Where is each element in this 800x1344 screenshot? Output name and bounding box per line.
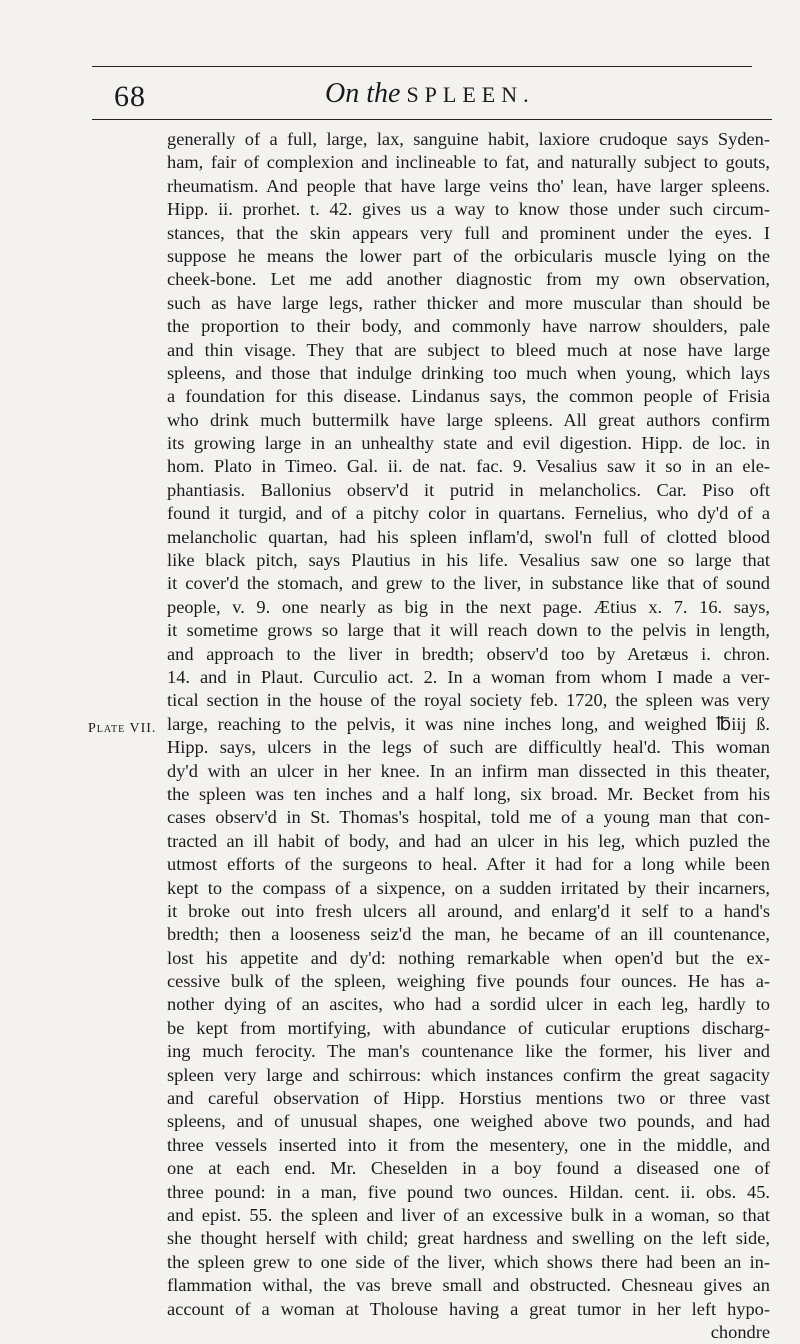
text-line: cases observ'd in St. Thomas's hospital, told me of a young man that con-	[167, 807, 770, 828]
running-head	[325, 78, 535, 110]
header-rule	[92, 119, 772, 120]
text-line: stances, that the skin appears very full and prominent under the eyes. I	[167, 222, 770, 243]
text-line: spleens, and of unusual shapes, one weighed above two pounds, and had	[167, 1111, 770, 1132]
text-line: cheek-bone. Let me add another diagnostic from my own observation,	[167, 269, 770, 290]
plate-margin-note: Plate VII.	[88, 721, 157, 736]
text-line: tracted an ill habit of body, and had an ulcer in his leg, which puzled the	[167, 830, 770, 851]
text-line: and careful observation of Hipp. Horstius mentions two or three vast	[167, 1088, 770, 1109]
running-head-title: SPLEEN.	[406, 82, 535, 107]
text-line: suppose he means the lower part of the orbicularis muscle lying on the	[167, 245, 770, 266]
text-line: spleens, and those that indulge drinking too much when young, which lays	[167, 362, 770, 383]
text-line: generally of a full, large, lax, sanguine habit, laxiore crudoque says Syden-	[167, 129, 770, 149]
text-line: hom. Plato in Timeo. Gal. ii. de nat. fac. 9. Vesalius saw it so in an ele-	[167, 456, 770, 477]
text-line: found it turgid, and of a pitchy color in quartans. Fernelius, who dy'd of a	[167, 503, 770, 524]
text-line: a foundation for this disease. Lindanus says, the common people of Frisia	[167, 386, 770, 407]
text-line: melancholic quartan, had his spleen inflam'd, swol'n full of clotted blood	[167, 526, 770, 547]
text-line: large, reaching to the pelvis, it was nine inches long, and weighed ℔iij ß.	[167, 713, 770, 734]
text-line: spleen very large and schirrous: which instances confirm the great sagacity	[167, 1064, 770, 1085]
text-line: like black pitch, says Plautius in his life. Vesalius saw one so large that	[167, 550, 770, 571]
text-line: such as have large legs, rather thicker and more muscular than should be	[167, 292, 770, 313]
text-line: tical section in the house of the royal society feb. 1720, the spleen was very	[167, 690, 770, 711]
text-line: ham, fair of complexion and inclineable to fat, and naturally subject to gouts,	[167, 152, 770, 173]
text-line: kept to the compass of a sixpence, on a sudden irritated by their incarners,	[167, 877, 770, 898]
text-line: be kept from mortifying, with abundance of cuticular eruptions discharg-	[167, 1017, 770, 1038]
text-line: and approach to the liver in bredth; observ'd too by Aretæus i. chron.	[167, 643, 770, 664]
text-line: she thought herself with child; great hardness and swelling on the left side,	[167, 1228, 770, 1249]
running-head-prefix: On the	[325, 78, 401, 109]
text-line: nother dying of an ascites, who had a sordid ulcer in each leg, hardly to	[167, 994, 770, 1015]
text-line: the spleen grew to one side of the liver, which shows there had been an in-	[167, 1251, 770, 1272]
text-line: three pound: in a man, five pound two ounces. Hildan. cent. ii. obs. 45.	[167, 1181, 770, 1202]
text-line: and epist. 55. the spleen and liver of an excessive bulk in a woman, so that	[167, 1204, 770, 1225]
text-line: bredth; then a looseness seiz'd the man, he became of an ill countenance,	[167, 924, 770, 945]
text-line: Hipp. ii. prorhet. t. 42. gives us a way to know those under such circum-	[167, 199, 770, 220]
text-line: it cover'd the stomach, and grew to the liver, in substance like that of sound	[167, 573, 770, 594]
text-line: and thin visage. They that are subject to bleed much at nose have large	[167, 339, 770, 360]
catchword: chondre	[710, 1321, 770, 1342]
text-line: Hipp. says, ulcers in the legs of such are difficultly heal'd. This woman	[167, 737, 770, 758]
text-line: the spleen was ten inches and a half long, six broad. Mr. Becket from his	[167, 783, 770, 804]
top-rule	[92, 66, 752, 67]
text-line: ing much ferocity. The man's countenance like the former, his liver and	[167, 1041, 770, 1062]
text-line: it sometime grows so large that it will reach down to the pelvis in length,	[167, 620, 770, 641]
text-line: people, v. 9. one nearly as big in the next page. Ætius x. 7. 16. says,	[167, 596, 770, 617]
text-line: three vessels inserted into it from the mesentery, one in the middle, and	[167, 1134, 770, 1155]
text-line: account of a woman at Tholouse having a great tumor in her left hypo-	[167, 1298, 770, 1319]
text-line: its growing large in an unhealthy state and evil digestion. Hipp. de loc. in	[167, 433, 770, 454]
text-line: cessive bulk of the spleen, weighing five pounds four ounces. He has a-	[167, 971, 770, 992]
text-line: rheumatism. And people that have large veins tho' lean, have larger spleens.	[167, 175, 770, 196]
body-text	[167, 128, 770, 1344]
text-line: dy'd with an ulcer in her knee. In an infirm man dissected in this theater,	[167, 760, 770, 781]
text-line: 14. and in Plaut. Curculio act. 2. In a woman from whom I made a ver-	[167, 666, 770, 687]
text-line: who drink much buttermilk have large spleens. All great authors confirm	[167, 409, 770, 430]
text-line: one at each end. Mr. Cheselden in a boy found a diseased one of	[167, 1158, 770, 1179]
text-line: the proportion to their body, and commonly have narrow shoulders, pale	[167, 316, 770, 337]
page-number: 68	[114, 80, 146, 113]
text-line: phantiasis. Ballonius observ'd it putrid in melancholics. Car. Piso oft	[167, 479, 770, 500]
text-line: lost his appetite and dy'd: nothing remarkable when open'd but the ex-	[167, 947, 770, 968]
text-line: flammation withal, the vas breve small and obstructed. Chesneau gives an	[167, 1275, 770, 1296]
text-line: utmost efforts of the surgeons to heal. After it had for a long while been	[167, 854, 770, 875]
text-line: it broke out into fresh ulcers all around, and enlarg'd it self to a hand's	[167, 900, 770, 921]
